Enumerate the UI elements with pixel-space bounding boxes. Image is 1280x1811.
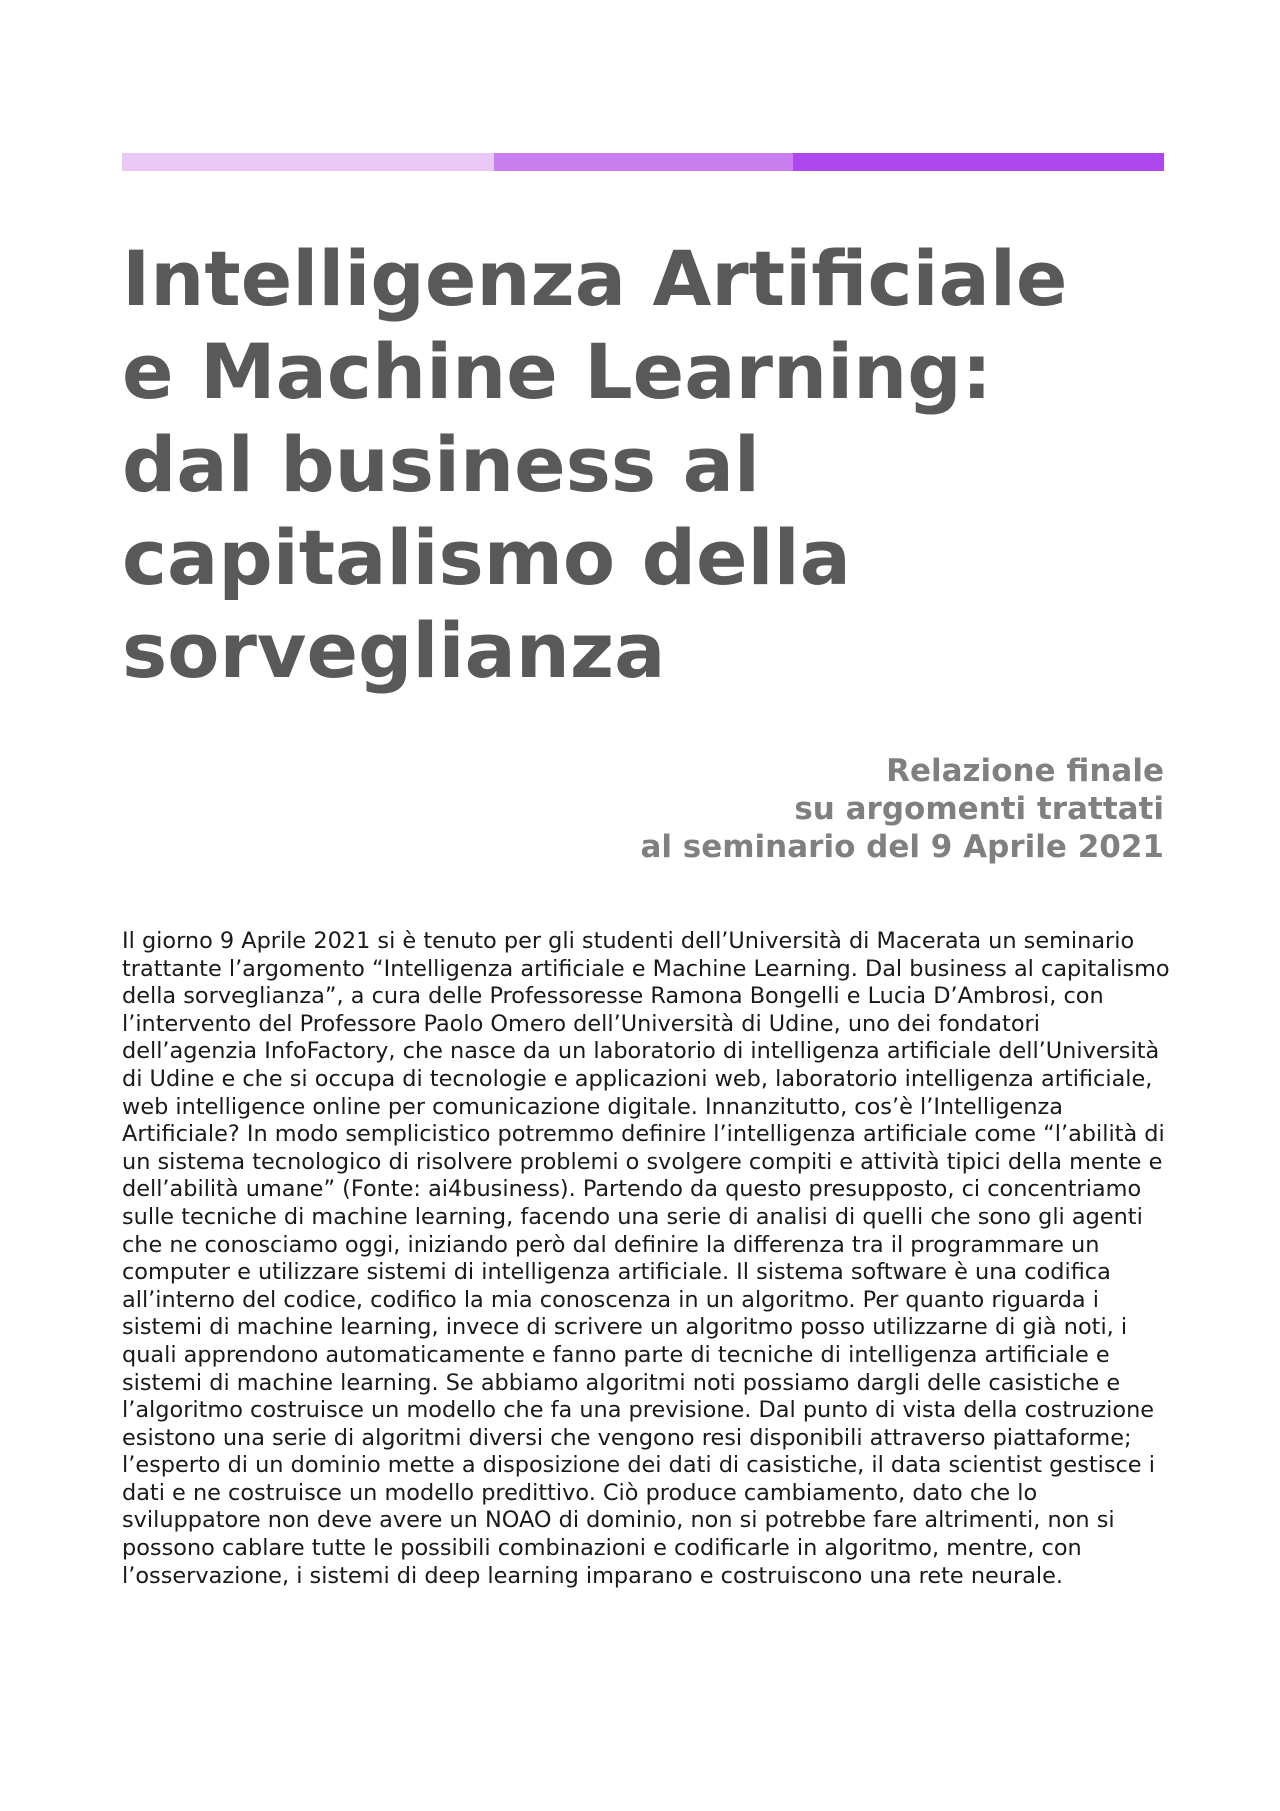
accent-bar-segment-light <box>122 153 494 171</box>
document-title: Intelligenza Artificiale e Machine Learning: dal business al capitalismo della sorveglianza <box>122 234 1068 695</box>
document-subtitle <box>364 752 1164 866</box>
subtitle-line-1: Relazione finale <box>886 753 1164 789</box>
accent-bar-segment-dark <box>793 153 1164 171</box>
accent-bar <box>122 153 1164 171</box>
subtitle-line-2: su argomenti trattati <box>794 791 1164 827</box>
body-paragraph: Il giorno 9 Aprile 2021 si è tenuto per gli studenti dell’Università di Macerata un seminario trattante l’argomento “Intelligenza artificiale e Machine Learning. Dal business al capitalismo della sorveglianza”, a cura delle Professoresse Ramona Bongelli e Lucia D’Ambrosi, con l’intervento del Professore Paolo Omero dell’Università di Udine, uno dei fondatori dell’agenzia InfoFactory, che nasce da un laboratorio di intelligenza artificiale dell’Università di Udine e che si occupa di tecnologie e applicazioni web, laboratorio intelligenza artificiale, web intelligence online per comunicazione digitale. Innanzitutto, cos’è l’Intelligenza Artificiale? In modo semplicistico potremmo definire l’intelligenza artificiale come “l’abilità di un sistema tecnologico di risolvere problemi o svolgere compiti e attività tipici della mente e dell’abilità umane” (Fonte: ai4business). Partendo da questo presupposto, ci concentriamo sulle tecniche di machine learning, facendo una serie di analisi di quelli che sono gli agenti che ne conosciamo oggi, iniziando però dal definire la differenza tra il programmare un computer e utilizzare sistemi di intelligenza artificiale. Il sistema software è una codifica all’interno del codice, codifico la mia conoscenza in un algoritmo. Per quanto riguarda i sistemi di machine learning, invece di scrivere un algoritmo posso utilizzarne di già noti, i quali apprendono automaticamente e fanno parte di tecniche di intelligenza artificiale e sistemi di machine learning. Se abbiamo algoritmi noti possiamo dargli delle casistiche e l’algoritmo costruisce un modello che fa una previsione. Dal punto di vista della costruzione esistono una serie di algoritmi diversi che vengono resi disponibili attraverso piattaforme; l’esperto di un dominio mette a disposizione dei dati di casistiche, il data scientist gestisce i dati e ne costruisce un modello predittivo. Ciò produce cambiamento, dato che lo sviluppatore non deve avere un NOAO di dominio, non si potrebbe fare altrimenti, non si possono cablare tutte le possibili combinazioni e codificarle in algoritmo, mentre, con l’osservazione, i sistemi di deep learning imparano e costruiscono una rete neurale. <box>122 928 1170 1589</box>
subtitle-line-3: al seminario del 9 Aprile 2021 <box>640 829 1164 865</box>
accent-bar-segment-medium <box>494 153 793 171</box>
